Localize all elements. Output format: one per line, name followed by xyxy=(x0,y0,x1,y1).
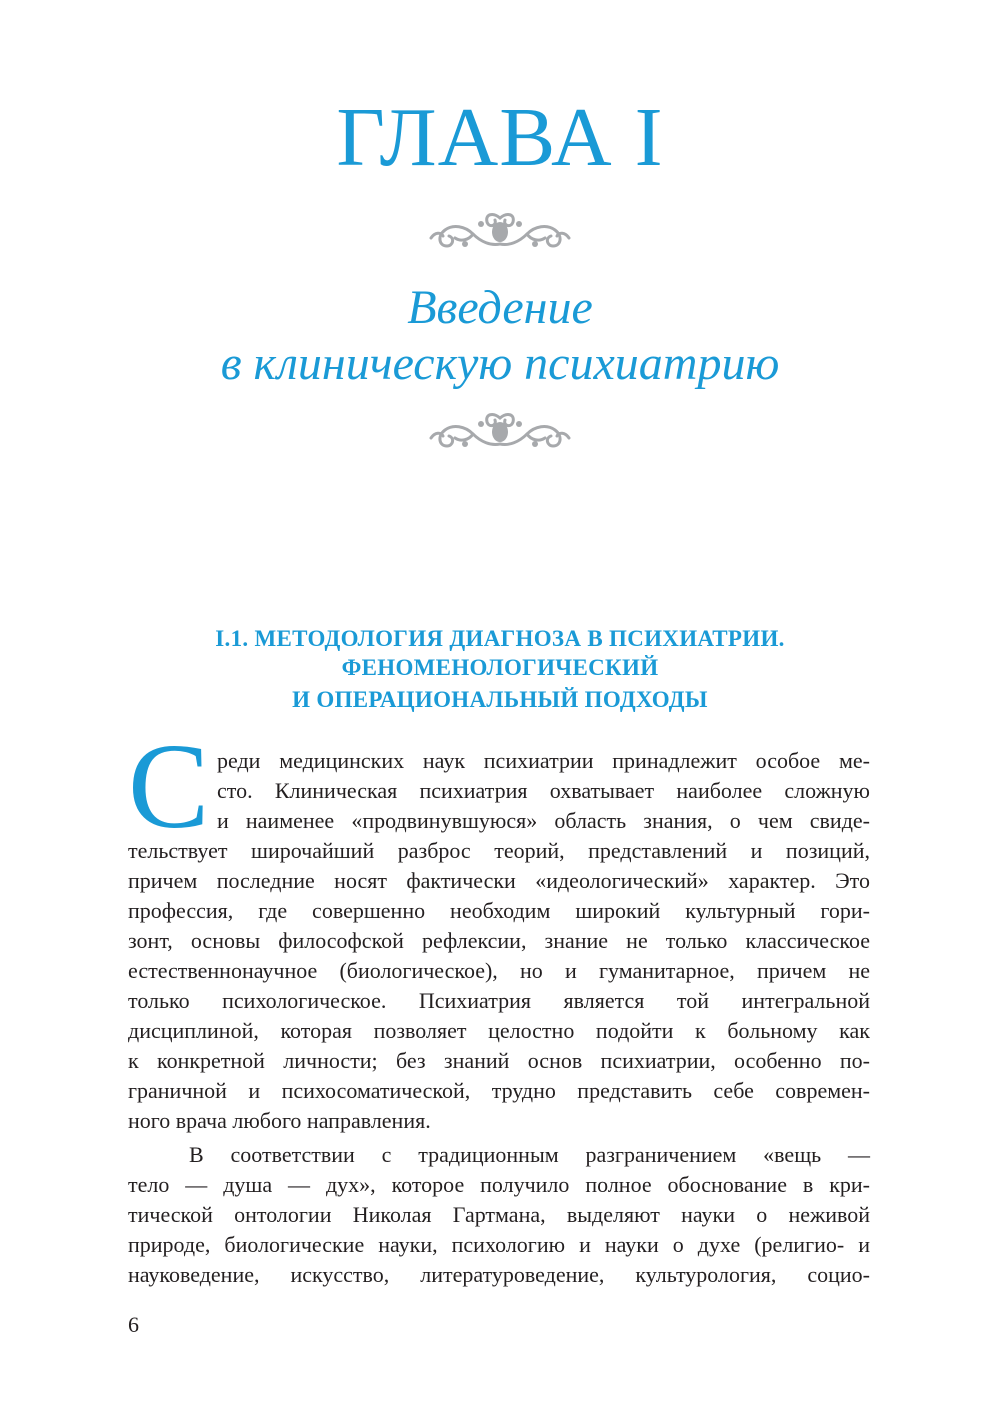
chapter-subtitle-line-1: Введение xyxy=(407,281,593,334)
ornament-divider-top xyxy=(425,208,575,254)
body-line: дисциплиной, которая позволяет целостно подойти к больному как xyxy=(128,1018,870,1043)
body-line: только психологическое. Психиатрия является той интегральной xyxy=(128,988,870,1013)
ornament-divider-bottom xyxy=(425,408,575,454)
section-heading-line-3: И ОПЕРАЦИОНАЛЬНЫЙ ПОДХОДЫ xyxy=(292,687,708,712)
body-line: В соответствии с традиционным разграничением «вещь — xyxy=(189,1142,870,1167)
body-line: природе, биологические науки, психологию и науки о духе (религио- и xyxy=(128,1232,870,1257)
body-line: науковедение, искусство, литературоведение, культурология, социо- xyxy=(128,1262,870,1287)
body-line: к конкретной личности; без знаний основ психиатрии, особенно по- xyxy=(128,1048,870,1073)
body-line: ного врача любого направления. xyxy=(128,1108,431,1133)
drop-cap: С xyxy=(128,719,210,854)
body-line: тической онтологии Николая Гартмана, выделяют науки о неживой xyxy=(128,1202,870,1227)
body-line: профессия, где совершенно необходим широкий культурный гори- xyxy=(128,898,870,923)
page-number: 6 xyxy=(128,1312,139,1337)
body-line: зонт, основы философской рефлексии, знание не только классическое xyxy=(128,928,870,953)
body-line: тело — душа — дух», которое получило полное обоснование в кри- xyxy=(128,1172,870,1197)
chapter-title: ГЛАВА I xyxy=(336,91,664,184)
section-heading-line-2: ФЕНОМЕНОЛОГИЧЕСКИЙ xyxy=(341,655,659,680)
body-line: граничной и психосоматической, трудно представить себе современ- xyxy=(128,1078,870,1103)
chapter-subtitle-line-2: в клиническую психиатрию xyxy=(220,337,780,390)
body-line: тельствует широчайший разброс теорий, представлений и позиций, xyxy=(128,838,870,863)
body-line: причем последние носят фактически «идеологический» характер. Это xyxy=(128,868,870,893)
body-line: сто. Клиническая психиатрия охватывает наиболее сложную xyxy=(217,778,870,803)
body-line: реди медицинских наук психиатрии принадлежит особое ме- xyxy=(217,748,870,773)
section-heading-line-1: I.1. МЕТОДОЛОГИЯ ДИАГНОЗА В ПСИХИАТРИИ. xyxy=(215,626,785,651)
body-line: естественнонаучное (биологическое), но и гуманитарное, причем не xyxy=(128,958,870,983)
body-line: и наименее «продвинувшуюся» область знания, о чем свиде- xyxy=(217,808,870,833)
